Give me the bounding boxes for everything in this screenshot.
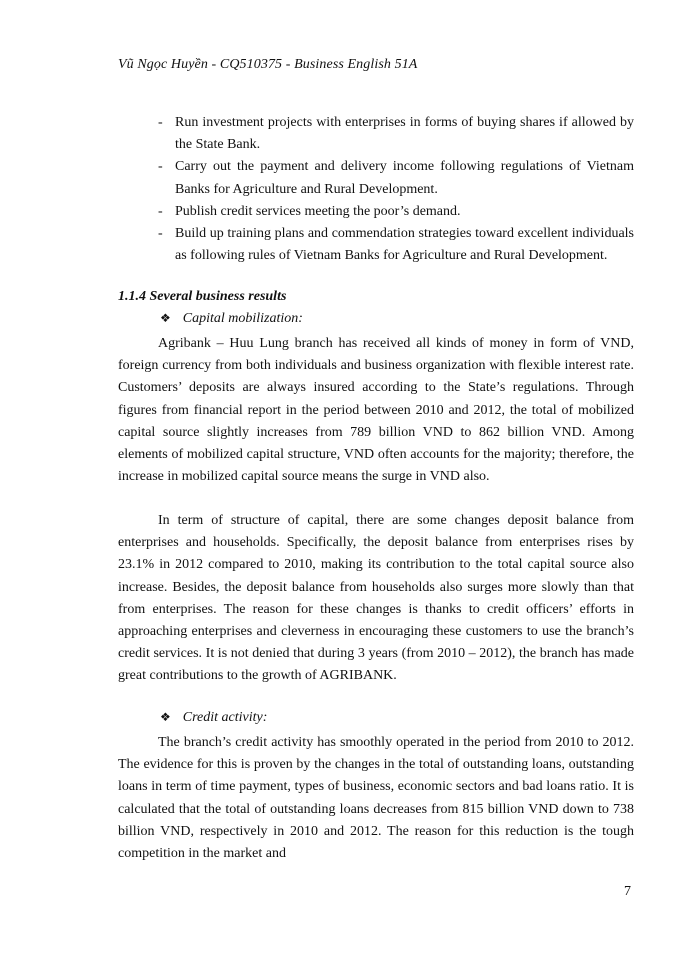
bullet-list <box>158 112 634 267</box>
running-header: Vũ Ngọc Huyền - CQ510375 - Business English 51A <box>118 57 418 72</box>
bullet-text: Run investment projects with enterprises in forms of buying shares if allowed by the State Bank. <box>175 115 634 153</box>
capital-mobilization-heading <box>160 311 303 327</box>
bullet-dash: - <box>158 115 163 130</box>
credit-paragraph: The branch’s credit activity has smoothly operated in the period from 2010 to 2012. The evidence for this is proven by the changes in the total of outstanding loans, outstanding loans in term of time payment, types of business, economic sectors and bad loans ratio. It is calculated that the total of outstanding loans decreases from 815 billion VND down to 738 billion VND, respectively in 2010 and 2012. The reason for this reduction is the tough competition in the market and <box>118 735 634 862</box>
credit-activity-heading <box>160 710 267 726</box>
list-item <box>158 156 634 200</box>
bullet-text: Publish credit services meeting the poor’s demand. <box>175 203 461 219</box>
capital-paragraph-2: In term of structure of capital, there are some changes deposit balance from enterprises and households. Specifically, the deposit balance from enterprises rises by 23.1% in 2012 compared to 2010, making its contribution to the total capital source also increase. Besides, the deposit balance from households also surges more slowly than that from enterprises. The reason for these changes is thanks to credit officers’ efforts in approaching enterprises and cleverness in encouraging these customers to use the branch’s credit services. It is not denied that during 3 years (from 2010 – 2012), the branch has made great contributions to the growth of AGRIBANK. <box>118 513 634 684</box>
bullet-text: Build up training plans and commendation strategies toward excellent individuals as following rules of Vietnam Banks for Agriculture and Rural Development. <box>175 226 634 264</box>
diamond-bullet-icon: ❖ <box>160 311 171 325</box>
page-number: 7 <box>624 884 631 899</box>
diamond-bullet-icon: ❖ <box>160 710 171 724</box>
list-item <box>158 223 634 267</box>
bullet-dash: - <box>158 203 163 219</box>
section-heading: 1.1.4 Several business results <box>118 289 287 304</box>
subheading-text: Capital mobilization: <box>182 311 303 326</box>
bullet-text: Carry out the payment and delivery income following regulations of Vietnam Banks for Agriculture and Rural Development. <box>175 159 634 197</box>
bullet-dash: - <box>158 226 163 242</box>
bullet-dash: - <box>158 159 163 175</box>
capital-paragraph-1: Agribank – Huu Lung branch has received all kinds of money in form of VND, foreign currency from both individuals and business organization with flexible interest rate. Customers’ deposits are always insured according to the State’s regulations. Through figures from financial report in the period between 2010 and 2012, the total of mobilized capital source slightly increases from 789 billion VND to 862 billion VND. Among elements of mobilized capital structure, VND often accounts for the majority; therefore, the increase in mobilized capital source means the surge in VND also. <box>118 336 634 485</box>
list-item <box>158 112 634 156</box>
subheading-text: Credit activity: <box>182 710 268 725</box>
list-item <box>158 201 634 223</box>
